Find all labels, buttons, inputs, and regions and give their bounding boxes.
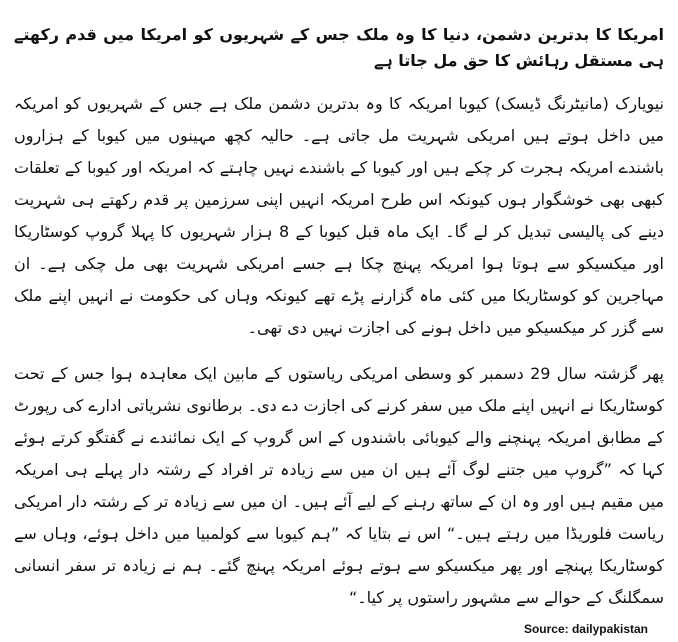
article-paragraph: پھر گزشتہ سال 29 دسمبر کو وسطی امریکی ریاستوں کے مابین ایک معاہدہ ہوا جس کے تحت کوسٹاریکا نے انہیں اپنے ملک میں سفر کرنے کی اجازت دے دی۔ برطانوی نشریاتی ادارے کی رپورٹ کے مطابق امریکہ پہنچنے والے کیوبائی باشندوں کے اس گروپ کے ایک نمائندے نے گفتگو کرتے ہوئے کہا کہ ”گروپ میں جتنے لوگ آئے ہیں ان میں سے زیادہ تر افراد کے رشتہ دار پہلے ہی امریکہ میں مقیم ہیں اور وہ ان کے ساتھ رہنے کے لیے آئے ہیں۔ ان میں سے زیادہ تر کے رشتہ دار امریکی ریاست فلوریڈا میں رہتے ہیں۔“ اس نے بتایا کہ ”ہم کیوبا سے کولمبیا میں داخل ہوئے، وہاں سے کوسٹاریکا پہنچے اور پھر میکسیکو سے ہوتے ہوئے امریکہ پہنچ گئے۔ ہم نے زیادہ تر سفر انسانی سمگلنگ کے حوالے سے مشہور راستوں پر کیا۔“ xyxy=(14,364,665,607)
article-headline: امریکا کا بدترین دشمن، دنیا کا وہ ملک جس کے شہریوں کو امریکا میں قدم رکھتے ہی مستقل رہائش کا حق مل جاتا ہے xyxy=(14,25,664,70)
source-credit: Source: dailypakistan xyxy=(523,622,648,636)
article-paragraph: نیویارک (مانیٹرنگ ڈیسک) کیوبا امریکہ کا وہ بدترین دشمن ملک ہے جس کے شہریوں کو امریکہ میں داخل ہوتے ہیں امریکی شہریت مل جاتی ہے۔ حالیہ کچھ مہینوں میں کیوبا کے ہزاروں باشندے امریکہ ہجرت کر چکے ہیں اور کیوبا کے باشندے نہیں چاہتے کہ امریکہ اور کیوبا کے تعلقات کبھی بھی خوشگوار ہوں کیونکہ اس طرح امریکہ انہیں اپنی سرزمین پر قدم رکھتے ہی شہریت دینے کی پالیسی تبدیل کر لے گا۔ ایک ماہ قبل کیوبا کے 8 ہزار شہریوں کا پہلا گروپ کوسٹاریکا اور میکسیکو سے ہوتا ہوا امریکہ پہنچ چکا ہے جسے امریکی شہریت بھی مل چکی ہے۔ ان مہاجرین کو کوسٹاریکا میں کئی ماہ گزارنے پڑے تھے کیونکہ وہاں کی حکومت نے انہیں اپنے ملک سے گزر کر میکسیکو میں داخل ہونے کی اجازت نہیں دی تھی۔ xyxy=(14,94,665,337)
